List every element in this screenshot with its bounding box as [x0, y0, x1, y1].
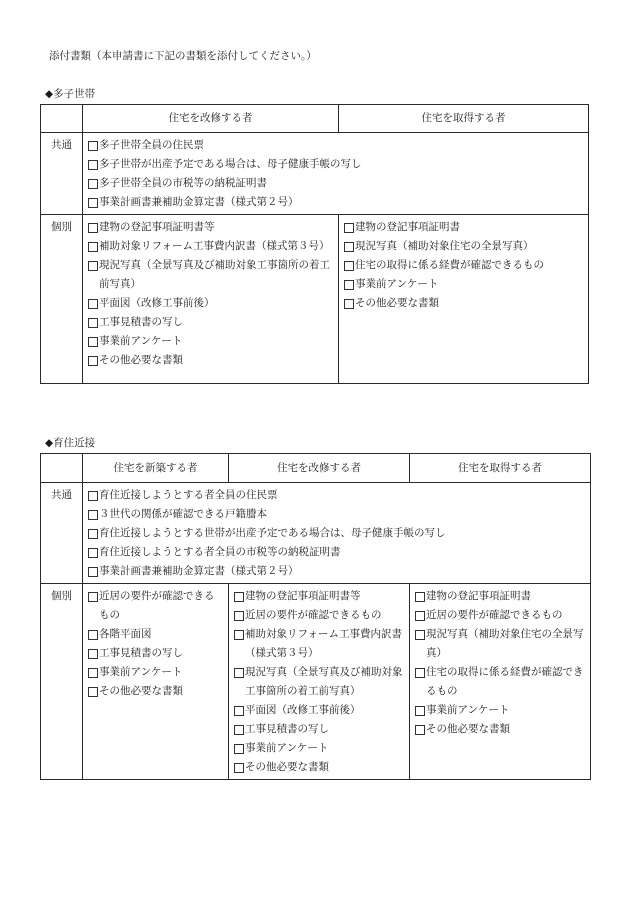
document-item-label: その他必要な書類 — [355, 297, 439, 309]
document-item — [88, 351, 334, 370]
individual-acquire-list — [344, 218, 584, 313]
document-item — [88, 174, 584, 193]
checkbox-icon — [88, 510, 98, 520]
document-item-label: 事業前アンケート — [99, 666, 183, 678]
document-item-label: 事業計画書兼補助金算定書（様式第２号） — [99, 565, 299, 577]
individual-renovate-list — [88, 218, 334, 370]
checkbox-icon — [88, 668, 98, 678]
document-item — [88, 155, 584, 174]
document-item — [234, 701, 405, 720]
individual-new-build-list — [88, 587, 224, 701]
checkbox-icon — [88, 687, 98, 697]
section-title-multi-child: ◆多子世帯 — [45, 88, 96, 100]
document-item-label: その他必要な書類 — [245, 761, 329, 773]
document-item — [415, 720, 586, 739]
individual-renovate-list — [234, 587, 405, 777]
document-item — [415, 587, 586, 606]
document-item-label: 住宅の取得に係る経費が確認できるもの — [355, 259, 544, 271]
document-item — [88, 193, 584, 212]
document-item-label: 近居の要件が確認できるもの — [99, 590, 215, 621]
document-item — [88, 587, 224, 625]
checkbox-icon — [88, 548, 98, 558]
document-item-label: 現況写真（全景写真及び補助対象工事箇所の着工前写真） — [99, 259, 330, 290]
checkbox-icon — [415, 592, 425, 602]
document-item — [234, 625, 405, 663]
checkbox-icon — [234, 763, 244, 773]
document-item-label: 多子世帯が出産予定である場合は、母子健康手帳の写し — [99, 158, 362, 170]
document-item — [88, 682, 224, 701]
checkbox-icon — [234, 630, 244, 640]
document-item — [88, 505, 586, 524]
row-label-common: 共通 — [41, 133, 83, 215]
common-documents-cell — [83, 133, 589, 215]
common-document-list — [88, 136, 584, 212]
document-item-label: 現況写真（補助対象住宅の全景写真） — [355, 240, 534, 252]
document-item-label: その他必要な書類 — [99, 685, 183, 697]
document-item-label: 工事見積書の写し — [99, 647, 183, 659]
checkbox-icon — [415, 668, 425, 678]
document-item-label: 建物の登記事項証明書等 — [245, 590, 361, 602]
row-label-individual: 個別 — [41, 215, 83, 384]
document-item — [88, 644, 224, 663]
checkbox-icon — [88, 261, 98, 271]
document-item — [344, 237, 584, 256]
document-item-label: 多子世帯全員の市税等の納税証明書 — [99, 177, 267, 189]
document-item — [344, 256, 584, 275]
individual-renovate-cell — [229, 584, 410, 780]
document-item-label: 工事見積書の写し — [245, 723, 329, 735]
checkbox-icon — [88, 649, 98, 659]
header-acquire: 住宅を取得する者 — [410, 454, 591, 483]
header-acquire: 住宅を取得する者 — [339, 105, 589, 133]
document-item-label: 近居の要件が確認できるもの — [426, 609, 563, 621]
checkbox-icon — [88, 179, 98, 189]
row-label-common: 共通 — [41, 483, 83, 584]
near-residence-table — [40, 453, 591, 780]
checkbox-icon — [415, 725, 425, 735]
checkbox-icon — [234, 611, 244, 621]
document-item-label: 工事見積書の写し — [99, 316, 183, 328]
document-item-label: ３世代の関係が確認できる戸籍謄本 — [99, 508, 267, 520]
document-item — [88, 625, 224, 644]
document-item-label: 各階平面図 — [99, 628, 152, 640]
document-item — [344, 275, 584, 294]
checkbox-icon — [88, 567, 98, 577]
document-item-label: 事業前アンケート — [426, 704, 510, 716]
checkbox-icon — [234, 706, 244, 716]
checkbox-icon — [234, 592, 244, 602]
checkbox-icon — [88, 356, 98, 366]
document-item — [88, 663, 224, 682]
document-item — [88, 294, 334, 313]
multi-child-table — [40, 104, 589, 384]
document-item-label: 育住近接しようとする者全員の市税等の納税証明書 — [99, 546, 341, 558]
section-title-near-residence: ◆育住近接 — [45, 437, 96, 449]
document-item — [344, 294, 584, 313]
document-item-label: 事業計画書兼補助金算定書（様式第２号） — [99, 196, 299, 208]
document-item-label: 現況写真（全景写真及び補助対象工事箇所の着工前写真） — [245, 666, 403, 697]
document-item — [415, 625, 586, 663]
document-item-label: 事業前アンケート — [355, 278, 439, 290]
checkbox-icon — [88, 630, 98, 640]
document-item-label: 育住近接しようとする世帯が出産予定である場合は、母子健康手帳の写し — [99, 527, 446, 539]
checkbox-icon — [344, 223, 354, 233]
document-item — [88, 218, 334, 237]
document-item — [234, 587, 405, 606]
checkbox-icon — [88, 242, 98, 252]
document-item — [88, 524, 586, 543]
header-new-build: 住宅を新築する者 — [83, 454, 229, 483]
document-item — [234, 758, 405, 777]
table-corner-cell — [41, 454, 83, 483]
checkbox-icon — [344, 242, 354, 252]
checkbox-icon — [344, 261, 354, 271]
document-item — [88, 136, 584, 155]
individual-new-build-cell — [83, 584, 229, 780]
document-item-label: 住宅の取得に係る経費が確認できるもの — [426, 666, 584, 697]
individual-acquire-cell — [339, 215, 589, 384]
document-item — [415, 701, 586, 720]
document-item-label: 育住近接しようとする者全員の住民票 — [99, 489, 278, 501]
individual-renovate-cell — [83, 215, 339, 384]
document-item — [234, 720, 405, 739]
checkbox-icon — [344, 299, 354, 309]
checkbox-icon — [344, 280, 354, 290]
document-item — [88, 237, 334, 256]
document-item — [234, 739, 405, 758]
checkbox-icon — [234, 744, 244, 754]
document-item-label: その他必要な書類 — [426, 723, 510, 735]
checkbox-icon — [88, 141, 98, 151]
checkbox-icon — [415, 630, 425, 640]
document-item-label: 現況写真（補助対象住宅の全景写真） — [426, 628, 584, 659]
header-renovate: 住宅を改修する者 — [229, 454, 410, 483]
checkbox-icon — [234, 725, 244, 735]
document-item-label: 建物の登記事項証明書 — [355, 221, 460, 233]
individual-acquire-list — [415, 587, 586, 739]
checkbox-icon — [88, 223, 98, 233]
document-item-label: 事業前アンケート — [245, 742, 329, 754]
document-item — [88, 256, 334, 294]
document-item — [234, 663, 405, 701]
common-document-list — [88, 486, 586, 581]
document-item — [415, 606, 586, 625]
checkbox-icon — [88, 299, 98, 309]
row-label-individual: 個別 — [41, 584, 83, 780]
table-corner-cell — [41, 105, 83, 133]
document-item — [88, 562, 586, 581]
document-item — [88, 313, 334, 332]
document-item — [344, 218, 584, 237]
individual-acquire-cell — [410, 584, 591, 780]
document-item-label: 平面図（改修工事前後） — [245, 704, 361, 716]
document-item-label: 多子世帯全員の住民票 — [99, 139, 204, 151]
checkbox-icon — [415, 611, 425, 621]
header-renovate: 住宅を改修する者 — [83, 105, 339, 133]
document-item — [234, 606, 405, 625]
document-item-label: 建物の登記事項証明書 — [426, 590, 531, 602]
checkbox-icon — [88, 529, 98, 539]
checkbox-icon — [88, 491, 98, 501]
checkbox-icon — [88, 337, 98, 347]
common-documents-cell — [83, 483, 591, 584]
checkbox-icon — [88, 160, 98, 170]
document-item — [88, 332, 334, 351]
document-item-label: 建物の登記事項証明書等 — [99, 221, 215, 233]
document-item-label: 補助対象リフォーム工事費内訳書（様式第３号） — [245, 628, 402, 659]
document-item-label: 事業前アンケート — [99, 335, 183, 347]
checkbox-icon — [88, 592, 98, 602]
document-item — [88, 486, 586, 505]
document-item-label: 補助対象リフォーム工事費内訳書（様式第３号） — [99, 240, 330, 252]
checkbox-icon — [88, 318, 98, 328]
document-item-label: 近居の要件が確認できるもの — [245, 609, 382, 621]
checkbox-icon — [234, 668, 244, 678]
document-item-label: その他必要な書類 — [99, 354, 183, 366]
checkbox-icon — [415, 706, 425, 716]
document-item — [88, 543, 586, 562]
checkbox-icon — [88, 198, 98, 208]
page-heading: 添付書類（本申請書に下記の書類を添付してください。） — [49, 50, 317, 62]
document-item — [415, 663, 586, 701]
document-item-label: 平面図（改修工事前後） — [99, 297, 215, 309]
